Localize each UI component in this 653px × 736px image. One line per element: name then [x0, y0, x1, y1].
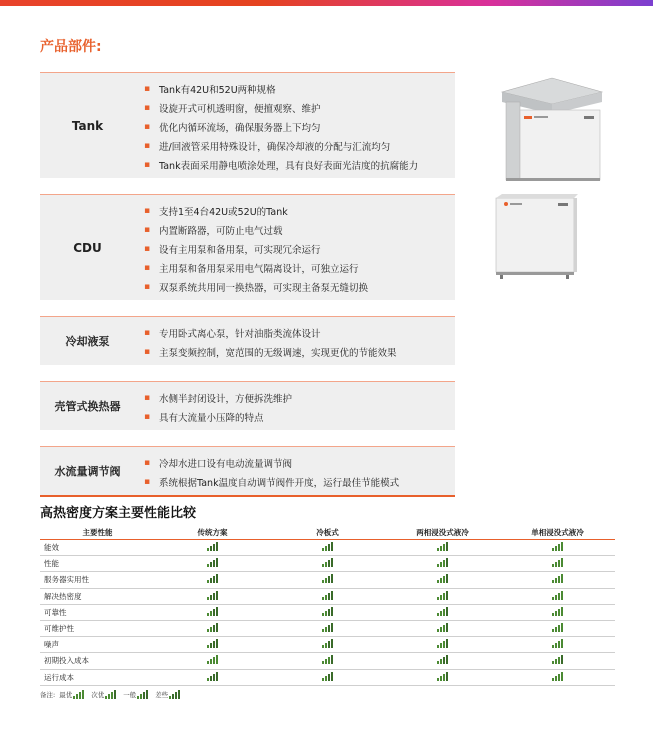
rating-bars-icon: [207, 607, 218, 616]
rating-bars-icon: [437, 639, 448, 648]
rating-cell: [500, 672, 615, 683]
components-table: [40, 72, 455, 497]
legend-label: 次优: [91, 691, 105, 699]
rating-bars-icon: [322, 672, 333, 681]
rating-bars-icon: [207, 574, 218, 583]
rating-cell: [155, 542, 270, 553]
feature-list-item: [135, 388, 455, 407]
header-main-performance: 主要性能: [82, 528, 113, 537]
feature-text: 主泵变频控制，宽范围的无级调速，实现更优的节能效果: [159, 347, 397, 359]
rating-cell: [155, 655, 270, 666]
legend-item: [91, 690, 116, 699]
component-row: [40, 446, 455, 497]
rating-cell: [270, 558, 385, 569]
rating-bars-icon: [207, 672, 218, 681]
feature-list-item: [135, 98, 455, 117]
feature-list-item: [135, 407, 455, 426]
legend-item: [155, 690, 180, 699]
rating-cell: [385, 558, 500, 569]
row-label: 可维护性: [44, 624, 74, 634]
component-name: CDU: [73, 240, 102, 255]
rating-bars-icon: [322, 574, 333, 583]
rating-bars-icon: [552, 574, 563, 583]
component-name: 壳管式换热器: [54, 400, 121, 413]
rating-cell: [385, 639, 500, 650]
rating-bars-icon: [207, 558, 218, 567]
table-row: [40, 540, 615, 556]
bullet-icon: ▪: [143, 281, 151, 292]
component-row: [40, 194, 455, 300]
row-label: 初期投入成本: [44, 656, 89, 666]
header-traditional: 传统方案: [197, 528, 228, 537]
feature-list-item: [135, 472, 455, 491]
rating-bars-icon: [552, 623, 563, 632]
row-label: 能效: [44, 543, 59, 553]
table-row: [40, 589, 615, 605]
rating-cell: [385, 591, 500, 602]
feature-list-item: [135, 342, 455, 361]
rating-cell: [385, 542, 500, 553]
rating-cell: [270, 542, 385, 553]
legend-bars-icon: [73, 690, 84, 699]
bullet-icon: ▪: [143, 102, 151, 113]
bullet-icon: ▪: [143, 140, 151, 151]
feature-list-item: [135, 323, 455, 342]
bullet-icon: ▪: [143, 457, 151, 468]
rating-bars-icon: [552, 607, 563, 616]
bullet-icon: ▪: [143, 83, 151, 94]
feature-list-item: [135, 117, 455, 136]
rating-bars-icon: [322, 542, 333, 551]
component-feature-list: [135, 382, 455, 430]
rating-bars-icon: [322, 558, 333, 567]
feature-text: 系统根据Tank温度自动调节阀件开度，运行最佳节能模式: [159, 477, 400, 489]
feature-list-item: [135, 453, 455, 472]
table-row: [40, 556, 615, 572]
table-row: [40, 605, 615, 621]
rating-legend: [40, 690, 183, 699]
component-feature-list: [135, 195, 455, 300]
bullet-icon: ▪: [143, 327, 151, 338]
row-spacer: [40, 365, 455, 381]
legend-label: 最优: [59, 691, 73, 699]
feature-text: 主用泵和备用泵采用电气隔离设计，可独立运行: [159, 263, 359, 275]
legend-item: [59, 690, 84, 699]
legend-bars-icon: [137, 690, 148, 699]
feature-text: 支持1至4台42U或52U的Tank: [159, 206, 288, 218]
rating-cell: [500, 655, 615, 666]
tank-product-image: [492, 74, 608, 182]
feature-text: 设有主用泵和备用泵，可实现冗余运行: [159, 244, 321, 256]
legend-bars-icon: [105, 690, 116, 699]
rating-bars-icon: [437, 558, 448, 567]
component-feature-list: [135, 73, 455, 178]
performance-table-header: [40, 526, 615, 540]
rating-bars-icon: [437, 672, 448, 681]
rating-bars-icon: [322, 655, 333, 664]
row-spacer: [40, 178, 455, 194]
bullet-icon: ▪: [143, 224, 151, 235]
rating-cell: [500, 623, 615, 634]
rating-cell: [155, 591, 270, 602]
rating-bars-icon: [437, 623, 448, 632]
feature-list-item: [135, 277, 455, 296]
rating-bars-icon: [322, 639, 333, 648]
feature-list-item: [135, 220, 455, 239]
rating-cell: [500, 542, 615, 553]
rating-cell: [270, 623, 385, 634]
rating-cell: [385, 672, 500, 683]
bullet-icon: ▪: [143, 205, 151, 216]
performance-comparison-table: [40, 526, 615, 686]
rating-bars-icon: [437, 574, 448, 583]
feature-list-item: [135, 155, 455, 174]
rating-bars-icon: [552, 655, 563, 664]
row-label: 噪声: [44, 640, 59, 650]
rating-bars-icon: [552, 591, 563, 600]
rating-bars-icon: [207, 655, 218, 664]
legend-bars-icon: [169, 690, 180, 699]
rating-bars-icon: [437, 607, 448, 616]
rating-bars-icon: [322, 591, 333, 600]
rating-bars-icon: [437, 655, 448, 664]
bullet-icon: ▪: [143, 121, 151, 132]
rating-cell: [155, 574, 270, 585]
feature-text: 进/回液管采用特殊设计，确保冷却液的分配与汇流均匀: [159, 141, 391, 153]
header-single-phase-immersion: 单相浸没式液冷: [531, 528, 584, 537]
row-label: 可靠性: [44, 607, 67, 617]
rating-cell: [385, 655, 500, 666]
bullet-icon: ▪: [143, 411, 151, 422]
component-row: [40, 316, 455, 365]
rating-cell: [155, 639, 270, 650]
component-name: Tank: [71, 118, 104, 133]
feature-text: 具有大流量小压降的特点: [159, 412, 264, 424]
legend-label: 差些: [155, 691, 169, 699]
feature-text: 双泵系统共用同一换热器，可实现主备泵无缝切换: [159, 282, 369, 294]
rating-bars-icon: [322, 607, 333, 616]
table-row: [40, 621, 615, 637]
component-feature-list: [135, 447, 455, 495]
header-two-phase-immersion: 两相浸没式液冷: [416, 528, 469, 537]
bullet-icon: ▪: [143, 262, 151, 273]
rating-cell: [500, 591, 615, 602]
rating-bars-icon: [552, 639, 563, 648]
rating-cell: [270, 655, 385, 666]
feature-text: 优化内循环流场，确保服务器上下均匀: [159, 122, 321, 134]
feature-list-item: [135, 201, 455, 220]
feature-text: 设旋开式可机透明窗，便擅观察、维护: [159, 103, 321, 115]
bullet-icon: ▪: [143, 243, 151, 254]
table-row: [40, 670, 615, 686]
rating-bars-icon: [207, 542, 218, 551]
component-feature-list: [135, 317, 455, 365]
component-row: [40, 72, 455, 178]
row-label: 服务器实用性: [44, 575, 89, 585]
rating-cell: [500, 574, 615, 585]
top-gradient-bar: [0, 0, 653, 6]
rating-bars-icon: [437, 542, 448, 551]
rating-cell: [155, 607, 270, 618]
row-spacer: [40, 300, 455, 316]
feature-text: 冷却水进口设有电动流量调节阀: [159, 458, 293, 470]
row-spacer: [40, 430, 455, 446]
rating-bars-icon: [552, 558, 563, 567]
rating-bars-icon: [552, 672, 563, 681]
section-title-components: 产品部件:: [40, 39, 102, 55]
component-row: [40, 381, 455, 430]
feature-text: 内置断路器，可防止电气过载: [159, 225, 283, 237]
feature-list-item: [135, 79, 455, 98]
rating-cell: [270, 607, 385, 618]
performance-comparison-title: 高热密度方案主要性能比较: [40, 506, 197, 521]
table-row: [40, 572, 615, 588]
feature-text: 水侧半封闭设计，方便拆洗维护: [159, 393, 293, 405]
feature-text: 专用卧式离心泵，针对油脂类流体设计: [159, 328, 321, 340]
bullet-icon: ▪: [143, 476, 151, 487]
rating-cell: [500, 607, 615, 618]
feature-list-item: [135, 258, 455, 277]
rating-cell: [385, 574, 500, 585]
table-row: [40, 653, 615, 669]
table-row: [40, 637, 615, 653]
rating-cell: [385, 623, 500, 634]
rating-bars-icon: [437, 591, 448, 600]
cdu-product-image: [492, 192, 578, 280]
rating-bars-icon: [207, 591, 218, 600]
rating-bars-icon: [322, 623, 333, 632]
rating-cell: [270, 672, 385, 683]
rating-cell: [155, 623, 270, 634]
bullet-icon: ▪: [143, 346, 151, 357]
rating-cell: [270, 574, 385, 585]
legend-label: 一般: [123, 691, 137, 699]
component-name: 水流量调节阀: [54, 465, 121, 478]
rating-cell: [500, 558, 615, 569]
rating-bars-icon: [207, 623, 218, 632]
rating-cell: [500, 639, 615, 650]
feature-text: Tank表面采用静电喷涂处理，具有良好表面光洁度的抗腐能力: [159, 160, 419, 172]
row-label: 运行成本: [44, 672, 74, 682]
rating-cell: [155, 558, 270, 569]
rating-bars-icon: [207, 639, 218, 648]
component-name: 冷却液泵: [65, 335, 110, 348]
rating-cell: [270, 591, 385, 602]
feature-list-item: [135, 239, 455, 258]
legend-item: [123, 690, 148, 699]
rating-cell: [385, 607, 500, 618]
legend-note: 备注:: [40, 691, 56, 699]
bullet-icon: ▪: [143, 159, 151, 170]
rating-cell: [155, 672, 270, 683]
row-label: 性能: [44, 559, 59, 569]
row-label: 解决热密度: [44, 591, 82, 601]
feature-text: Tank有42U和52U两种规格: [159, 84, 276, 96]
header-cold-plate: 冷板式: [316, 528, 339, 537]
rating-bars-icon: [552, 542, 563, 551]
bullet-icon: ▪: [143, 392, 151, 403]
feature-list-item: [135, 136, 455, 155]
rating-cell: [270, 639, 385, 650]
